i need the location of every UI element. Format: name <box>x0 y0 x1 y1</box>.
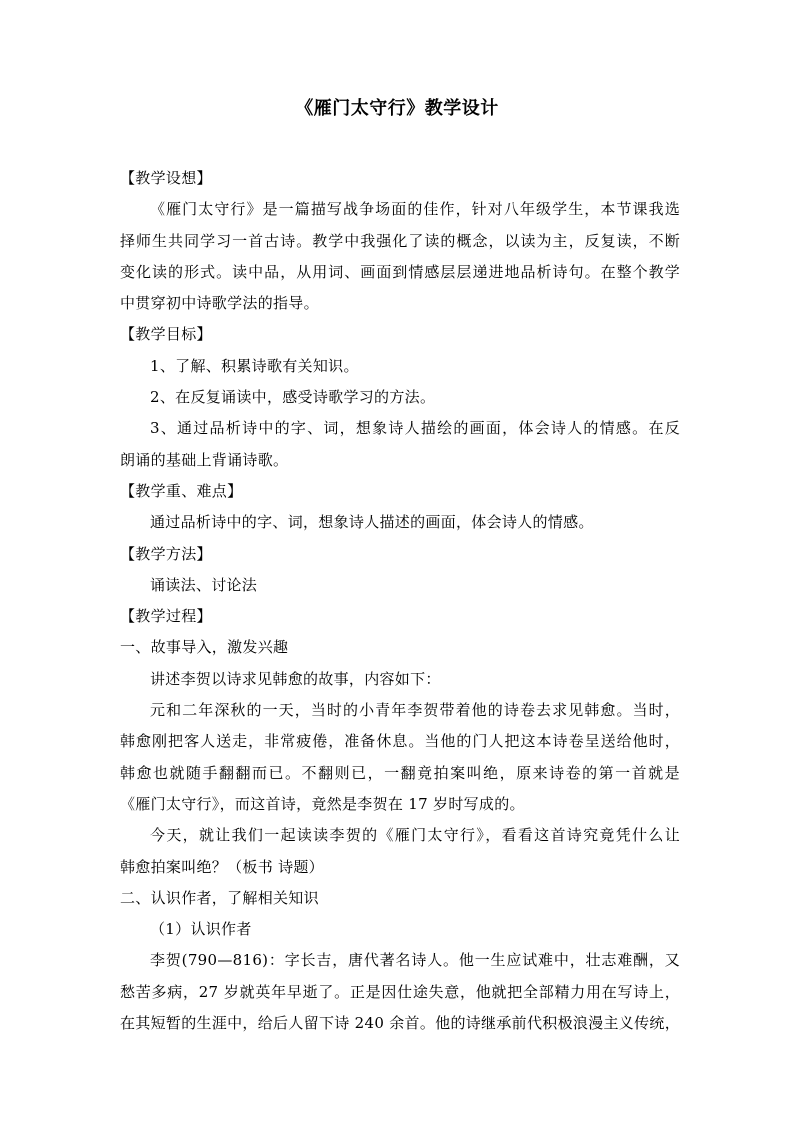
paragraph-line: 变化读的形式。读中品，从用词、画面到情感层层递进地品析诗句。在整个教学 <box>120 262 680 281</box>
goal-item: 1、了解、积累诗歌有关知识。 <box>150 356 359 375</box>
step1-intro: 讲述李贺以诗求见韩愈的故事，内容如下： <box>150 669 441 688</box>
author-line: 在其短暂的生涯中，给后人留下诗 240 余首。他的诗继承前代积极浪漫主义传统， <box>120 1014 680 1033</box>
today-line: 韩愈拍案叫绝？（板书 诗题） <box>120 857 324 876</box>
goal-item: 3、通过品析诗中的字、词，想象诗人描绘的画面，体会诗人的情感。在反 <box>150 419 680 438</box>
story-line: 韩愈也就随手翻翻而已。不翻则已，一翻竟拍案叫绝，原来诗卷的第一首就是 <box>120 763 680 782</box>
goal-item-cont: 朗诵的基础上背诵诗歌。 <box>120 450 289 469</box>
author-line: 李贺(790—816)：字长吉，唐代著名诗人。他一生应试难中，壮志难酬，又 <box>150 951 680 970</box>
goal-item: 2、在反复诵读中，感受诗歌学习的方法。 <box>150 388 436 407</box>
document-title: 《雁门太守行》教学设计 <box>295 98 499 119</box>
paragraph-line: 中贯穿初中诗歌学法的指导。 <box>120 294 319 313</box>
section-heading-key: 【教学重、难点】 <box>120 481 243 500</box>
method-text: 诵读法、讨论法 <box>150 575 258 594</box>
step-heading-1: 一、故事导入，激发兴趣 <box>120 638 289 657</box>
section-heading-process: 【教学过程】 <box>120 607 212 626</box>
paragraph-line: 择师生共同学习一首古诗。教学中我强化了读的概念，以读为主，反复读，不断 <box>120 231 680 250</box>
section-heading-idea: 【教学设想】 <box>120 169 212 187</box>
step2-sub-heading: （1）认识作者 <box>150 920 252 939</box>
document-body <box>120 163 680 1039</box>
key-text: 通过品析诗中的字、词，想象诗人描述的画面，体会诗人的情感。 <box>150 513 594 532</box>
story-line: 元和二年深秋的一天，当时的小青年李贺带着他的诗卷去求见韩愈。当时， <box>150 701 680 720</box>
section-heading-goals: 【教学目标】 <box>120 325 212 344</box>
story-line: 韩愈刚把客人送走，非常疲倦，准备休息。当他的门人把这本诗卷呈送给他时， <box>120 732 680 751</box>
paragraph-line: 《雁门太守行》是一篇描写战争场面的佳作，针对八年级学生，本节课我选 <box>150 200 680 219</box>
today-line: 今天，就让我们一起读读李贺的《雁门太守行》，看看这首诗究竟凭什么让 <box>150 826 680 845</box>
author-line: 愁苦多病，27 岁就英年早逝了。正是因仕途失意，他就把全部精力用在写诗上， <box>120 982 680 1001</box>
step-heading-2: 二、认识作者，了解相关知识 <box>120 888 319 907</box>
section-heading-method: 【教学方法】 <box>120 544 212 563</box>
story-line: 《雁门太守行》，而这首诗，竟然是李贺在 17 岁时写成的。 <box>120 794 525 813</box>
